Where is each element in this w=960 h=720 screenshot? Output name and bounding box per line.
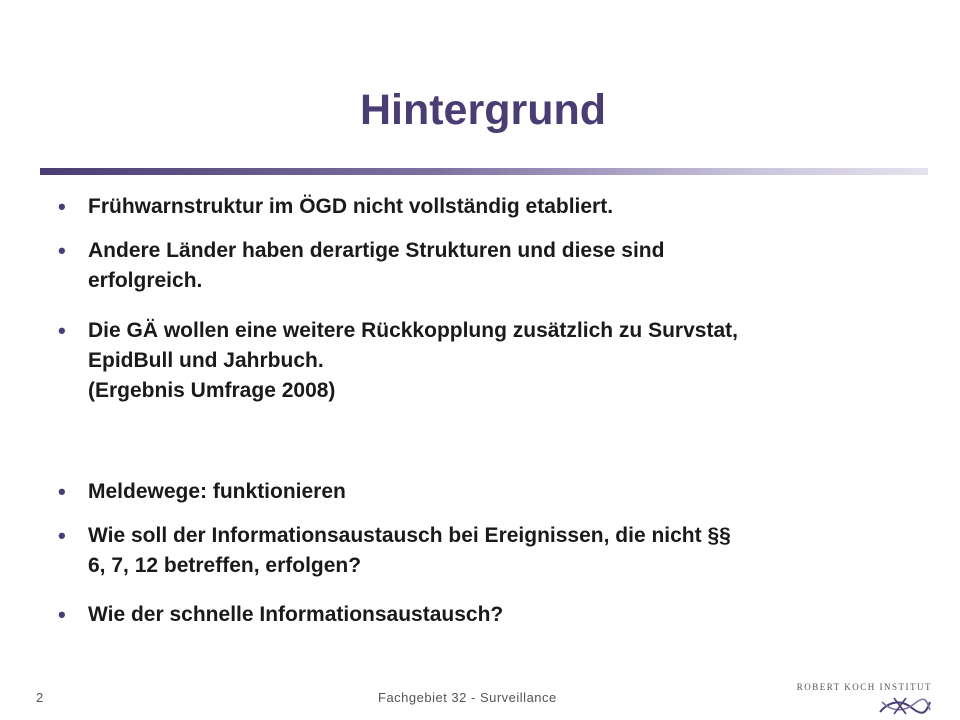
bullet-text: 6, 7, 12 betreffen, erfolgen? xyxy=(88,554,362,577)
slide-title: Hintergrund xyxy=(359,86,607,134)
bullet-text: Wie soll der Informationsaustausch bei Ereignissen, die nicht §§ xyxy=(88,524,731,547)
bullet-item xyxy=(58,236,938,296)
bullet-dot-icon: • xyxy=(58,238,66,263)
bullet-text: erfolgreich. xyxy=(88,269,203,292)
bullet-item xyxy=(58,192,938,222)
bullet-item xyxy=(58,521,938,581)
logo-text: ROBERT KOCH INSTITUT xyxy=(796,682,932,692)
bullet-text: Meldewege: funktionieren xyxy=(88,480,346,503)
rki-logo-icon xyxy=(876,694,932,718)
bullet-dot-icon: • xyxy=(58,523,66,548)
bullet-item xyxy=(58,477,938,507)
bullet-text: Die GÄ wollen eine weitere Rückkopplung zusätzlich zu Survstat, xyxy=(88,319,738,342)
bullet-text: EpidBull und Jahrbuch. xyxy=(88,349,324,372)
bullet-item xyxy=(58,316,938,406)
bullet-dot-icon: • xyxy=(58,602,66,627)
footer-text: Fachgebiet 32 - Surveillance xyxy=(378,690,557,705)
rki-logo xyxy=(796,682,932,718)
bullet-dot-icon: • xyxy=(58,194,66,219)
page-number: 2 xyxy=(36,690,44,705)
bullet-item xyxy=(58,600,938,630)
bullet-text: Wie der schnelle Informationsaustausch? xyxy=(88,603,504,626)
bullet-text: Andere Länder haben derartige Strukturen und diese sind xyxy=(88,239,665,262)
bullet-text: Frühwarnstruktur im ÖGD nicht vollständig etabliert. xyxy=(88,195,614,218)
bullet-dot-icon: • xyxy=(58,479,66,504)
bullet-text: (Ergebnis Umfrage 2008) xyxy=(88,379,336,402)
bullet-dot-icon: • xyxy=(58,318,66,343)
